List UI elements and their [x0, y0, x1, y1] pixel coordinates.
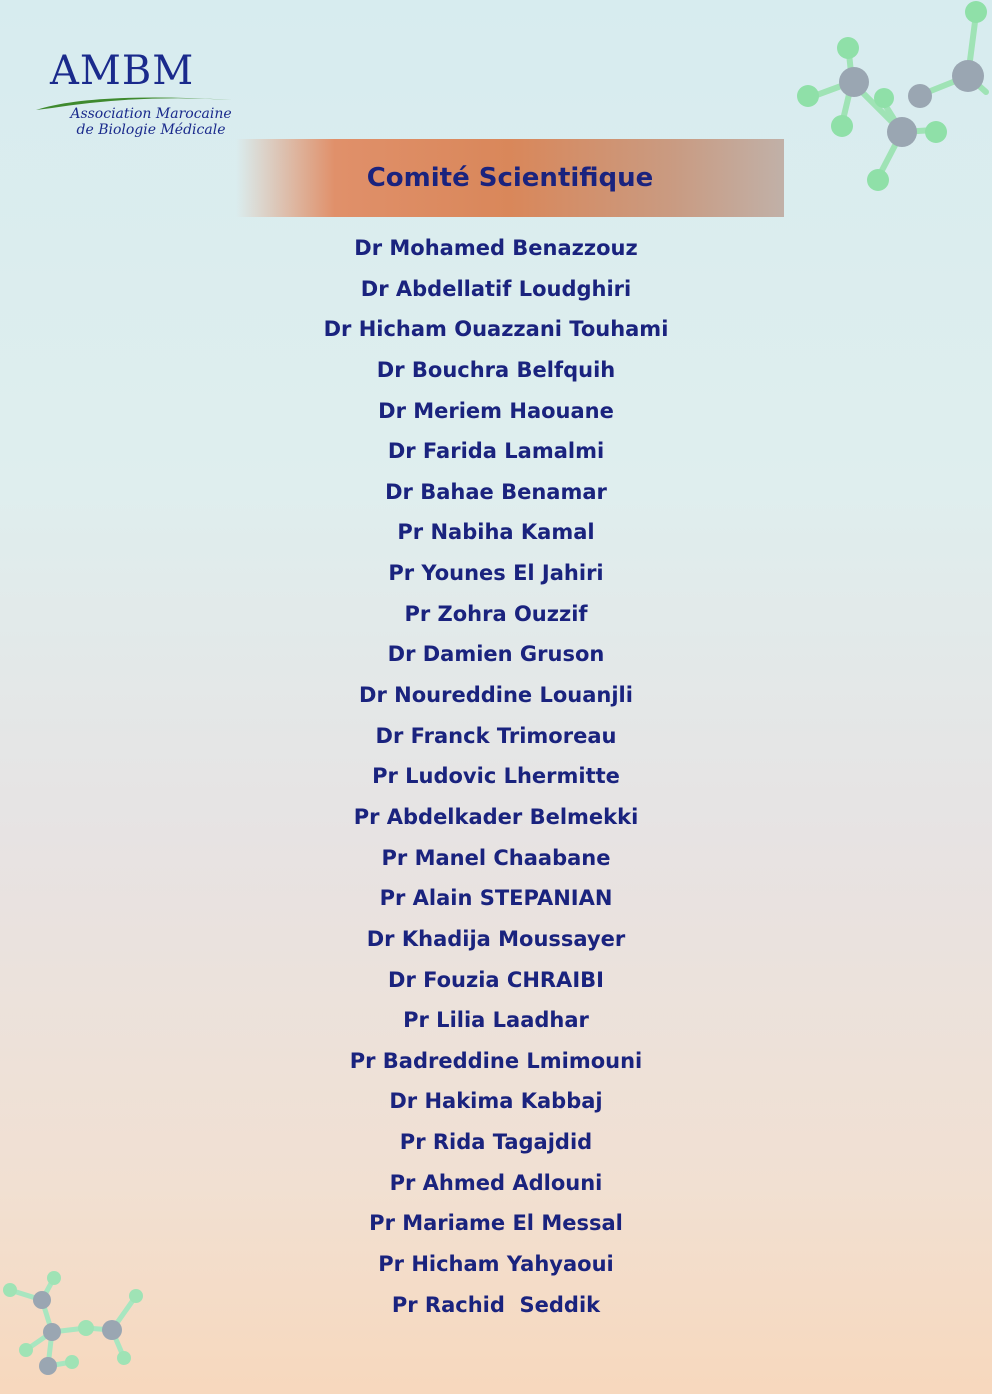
committee-member: Dr Noureddine Louanjli [359, 683, 633, 708]
committee-member: Dr Khadija Moussayer [366, 926, 626, 951]
committee-member: Dr Damien Gruson [387, 642, 605, 667]
committee-member: Pr Rida Tagajdid [399, 1130, 593, 1155]
committee-member: Dr Meriem Haouane [378, 398, 614, 423]
section-title: Comité Scientifique [366, 163, 654, 193]
committee-member: Pr Badreddine Lmimouni [349, 1048, 643, 1073]
committee-member: Dr Bouchra Belfquih [376, 357, 616, 382]
committee-member: Pr Ludovic Lhermitte [372, 764, 620, 789]
logo-title: AMBM [50, 48, 195, 94]
committee-member: Pr Younes El Jahiri [388, 561, 604, 586]
committee-member: Dr Abdellatif Loudghiri [360, 276, 632, 301]
committee-member: Dr Fouzia CHRAIBI [388, 967, 604, 992]
committee-member: Dr Hicham Ouazzani Touhami [323, 317, 669, 342]
molecule-decoration-bottom-icon [0, 1270, 160, 1394]
logo-subtitle-line2: de Biologie Médicale [76, 122, 226, 138]
logo-subtitle-line1: Association Marocaine [70, 106, 232, 122]
committee-member: Dr Franck Trimoreau [375, 723, 617, 748]
committee-member: Dr Bahae Benamar [385, 479, 607, 504]
molecule-decoration-icon [790, 0, 992, 200]
committee-member: Pr Rachid Seddik [391, 1292, 601, 1317]
section-banner [236, 139, 784, 217]
committee-member: Dr Mohamed Benazzouz [354, 236, 638, 260]
committee-list [0, 228, 992, 1325]
committee-member: Pr Zohra Ouzzif [404, 601, 588, 626]
ambm-logo [32, 46, 242, 146]
committee-member: Pr Abdelkader Belmekki [353, 804, 639, 829]
committee-member: Pr Alain STEPANIAN [379, 886, 613, 911]
committee-member: Dr Hakima Kabbaj [389, 1089, 603, 1114]
logo-subtitle [66, 106, 236, 138]
committee-member: Pr Lilia Laadhar [403, 1008, 589, 1033]
committee-member: Pr Mariame El Messal [369, 1211, 623, 1236]
committee-member: Pr Hicham Yahyaoui [378, 1252, 614, 1277]
committee-member: Pr Ahmed Adlouni [389, 1170, 603, 1195]
committee-member: Pr Manel Chaabane [381, 845, 611, 870]
committee-member: Dr Farida Lamalmi [387, 439, 605, 464]
committee-member: Pr Nabiha Kamal [397, 520, 595, 545]
